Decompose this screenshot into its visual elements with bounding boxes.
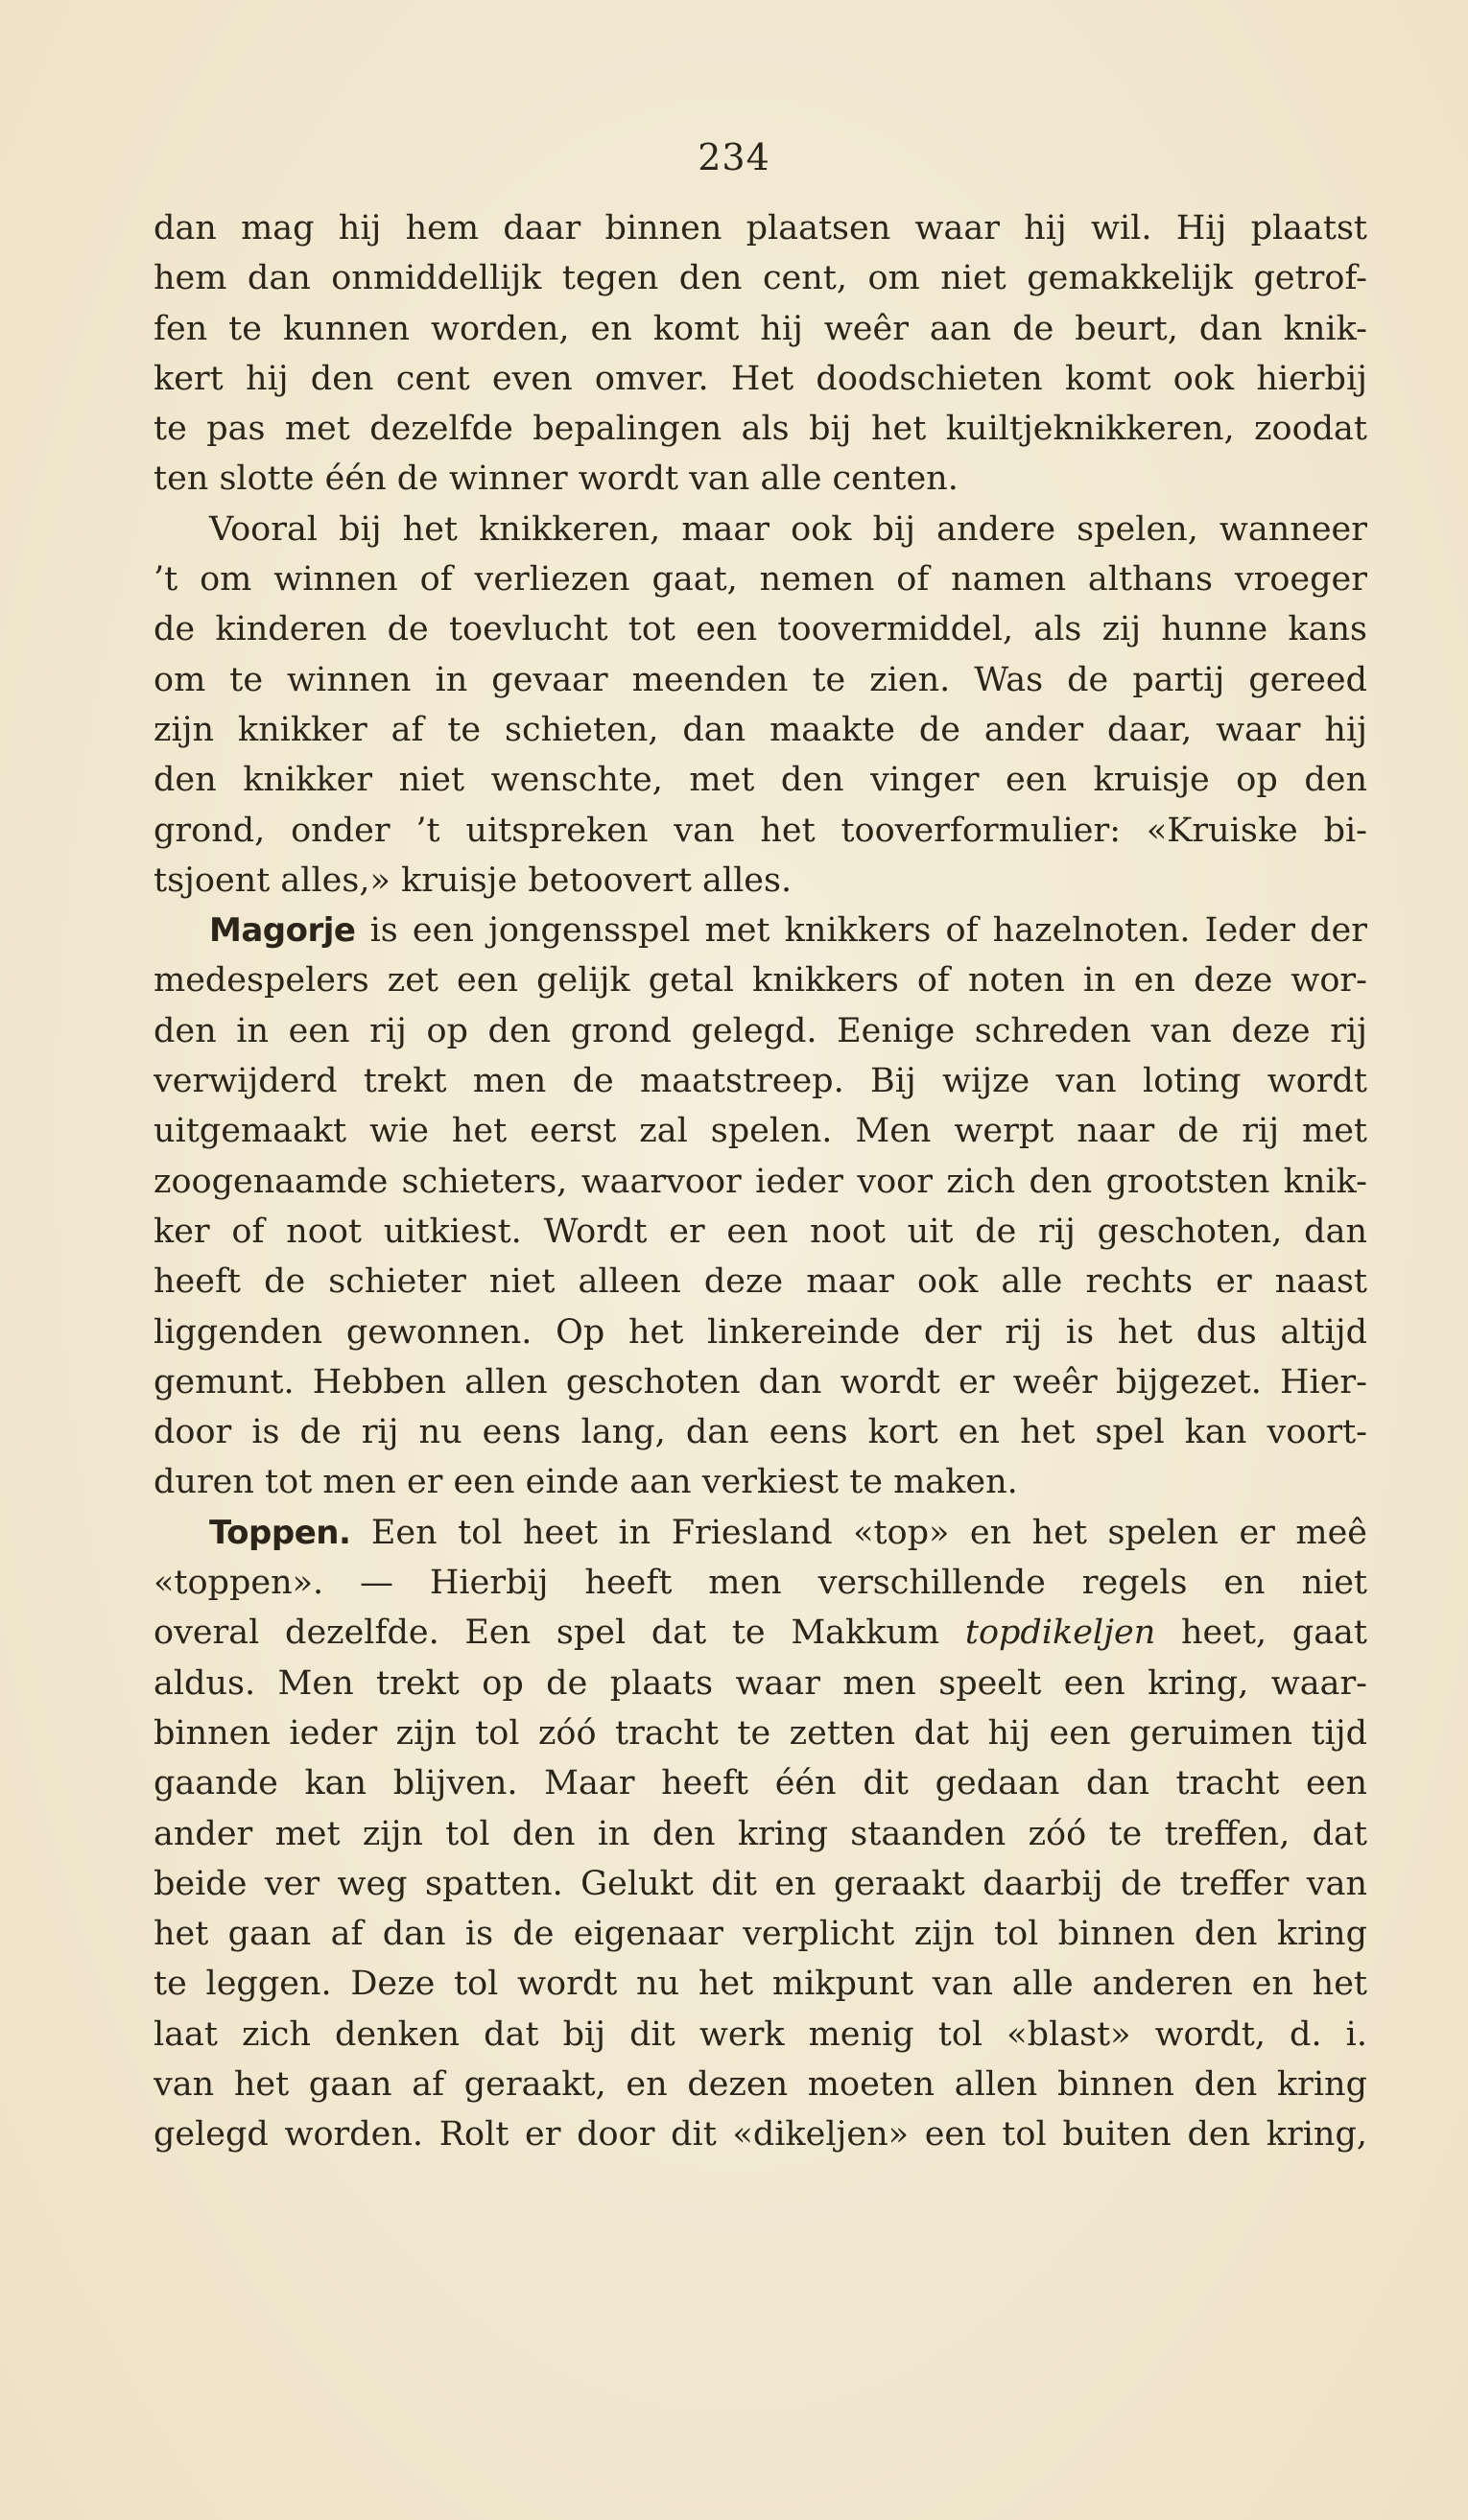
text-line: Vooral bij het knikkeren, maar ook bij andere spelen, wanneer [209, 509, 1367, 549]
paragraph-magorje [154, 906, 1367, 1508]
text-line [154, 1608, 1367, 1658]
text-line: te pas met dezelfde bepalingen als bij het kuiltjeknikkeren, zoodat [154, 410, 1367, 449]
text-line: de kinderen de toevlucht tot een toovermiddel, als zij hunne kans [154, 610, 1367, 649]
text-line: van het gaan af geraakt, en dezen moeten allen binnen den kring [154, 2064, 1367, 2104]
text-line: het gaan af dan is de eigenaar verplicht zijn tol binnen den kring [154, 1915, 1367, 1954]
text-line: zijn knikker af te schieten, dan maakte de ander daar, waar hij [154, 710, 1367, 749]
text-line: den knikker niet wenschte, met den vinger een kruisje op den [154, 761, 1367, 800]
page-number: 234 [698, 136, 770, 178]
text-line: laat zich denken dat bij dit werk menig tol «blast» wordt, d. i. [154, 2014, 1367, 2054]
body-text [154, 203, 1367, 2160]
section-keyword: Magorje [209, 911, 356, 951]
text-line: beide ver weg spatten. Gelukt dit en geraakt daarbij de treffer van [154, 1864, 1367, 1903]
text-line: ander met zijn tol den in den kring staanden zóó te treffen, dat [154, 1814, 1367, 1853]
text-line: «toppen». — Hierbij heeft men verschillende regels en niet [154, 1564, 1367, 1603]
text-line [154, 1508, 1367, 1558]
text-line: om te winnen in gevaar meenden te zien. Was de partij gereed [154, 660, 1367, 699]
text-line: heeft de schieter niet alleen deze maar ook alle rechts er naast [154, 1262, 1367, 1302]
text-line: medespelers zet een gelijk getal knikkers of noten in en deze wor- [154, 961, 1367, 1001]
text-line: kert hij den cent even omver. Het doodschieten komt ook hierbij [154, 359, 1367, 398]
section-keyword: Toppen. [209, 1513, 351, 1552]
text-line: gelegd worden. Rolt er door dit «dikeljen» een tol buiten den kring, [154, 2115, 1367, 2155]
text-line: grond, onder ’t uitspreken van het tooverformulier: «Kruiske bi- [154, 811, 1367, 850]
paragraph-vooral [154, 505, 1367, 906]
paragraph-toppen [154, 1508, 1367, 2160]
text-line: verwijderd trekt men de maatstreep. Bij wijze van loting wordt [154, 1062, 1367, 1101]
text-line: ’t om winnen of verliezen gaat, nemen of namen althans vroeger [154, 560, 1367, 600]
text-line: tsjoent alles,» kruisje betoovert alles. [154, 860, 793, 900]
paragraph-continuation [154, 203, 1367, 505]
text-line: aldus. Men trekt op de plaats waar men speelt een kring, waar- [154, 1663, 1367, 1703]
text-fragment: is een jongensspel met knikkers of hazelnoten. Ieder der [355, 911, 1367, 951]
text-fragment: heet, gaat [1155, 1613, 1367, 1653]
text-line: ker of noot uitkiest. Wordt er een noot uit de rij geschoten, dan [154, 1212, 1367, 1251]
text-line: fen te kunnen worden, en komt hij weêr aan de beurt, dan knik- [154, 309, 1367, 348]
text-line: hem dan onmiddellijk tegen den cent, om niet gemakkelijk getrof- [154, 259, 1367, 298]
text-fragment: overal dezelfde. Een spel dat te Makkum [154, 1613, 965, 1653]
text-line: duren tot men er een einde aan verkiest te maken. [154, 1463, 1018, 1502]
text-line: gemunt. Hebben allen geschoten dan wordt er weêr bijgezet. Hier- [154, 1362, 1367, 1401]
text-fragment: Een tol heet in Friesland «top» en het spelen er meê [350, 1513, 1367, 1552]
text-line: te leggen. Deze tol wordt nu het mikpunt van alle anderen en het [154, 1965, 1367, 2004]
text-line: binnen ieder zijn tol zóó tracht te zetten dat hij een geruimen tijd [154, 1713, 1367, 1753]
text-line: door is de rij nu eens lang, dan eens kort en het spel kan voort- [154, 1413, 1367, 1452]
text-line: den in een rij op den grond gelegd. Eenige schreden van deze rij [154, 1011, 1367, 1050]
text-line: liggenden gewonnen. Op het linkereinde der rij is het dus altijd [154, 1312, 1367, 1352]
text-line: uitgemaakt wie het eerst zal spelen. Men werpt naar de rij met [154, 1112, 1367, 1151]
text-line: dan mag hij hem daar binnen plaatsen waar hij wil. Hij plaatst [154, 209, 1367, 247]
text-line: ten slotte één de winner wordt van alle centen. [154, 459, 959, 499]
italic-term: topdikeljen [964, 1613, 1156, 1653]
text-line [154, 906, 1367, 955]
text-line: zoogenaamde schieters, waarvoor ieder voor zich den grootsten knik- [154, 1162, 1367, 1201]
text-line: gaande kan blijven. Maar heeft één dit gedaan dan tracht een [154, 1764, 1367, 1803]
